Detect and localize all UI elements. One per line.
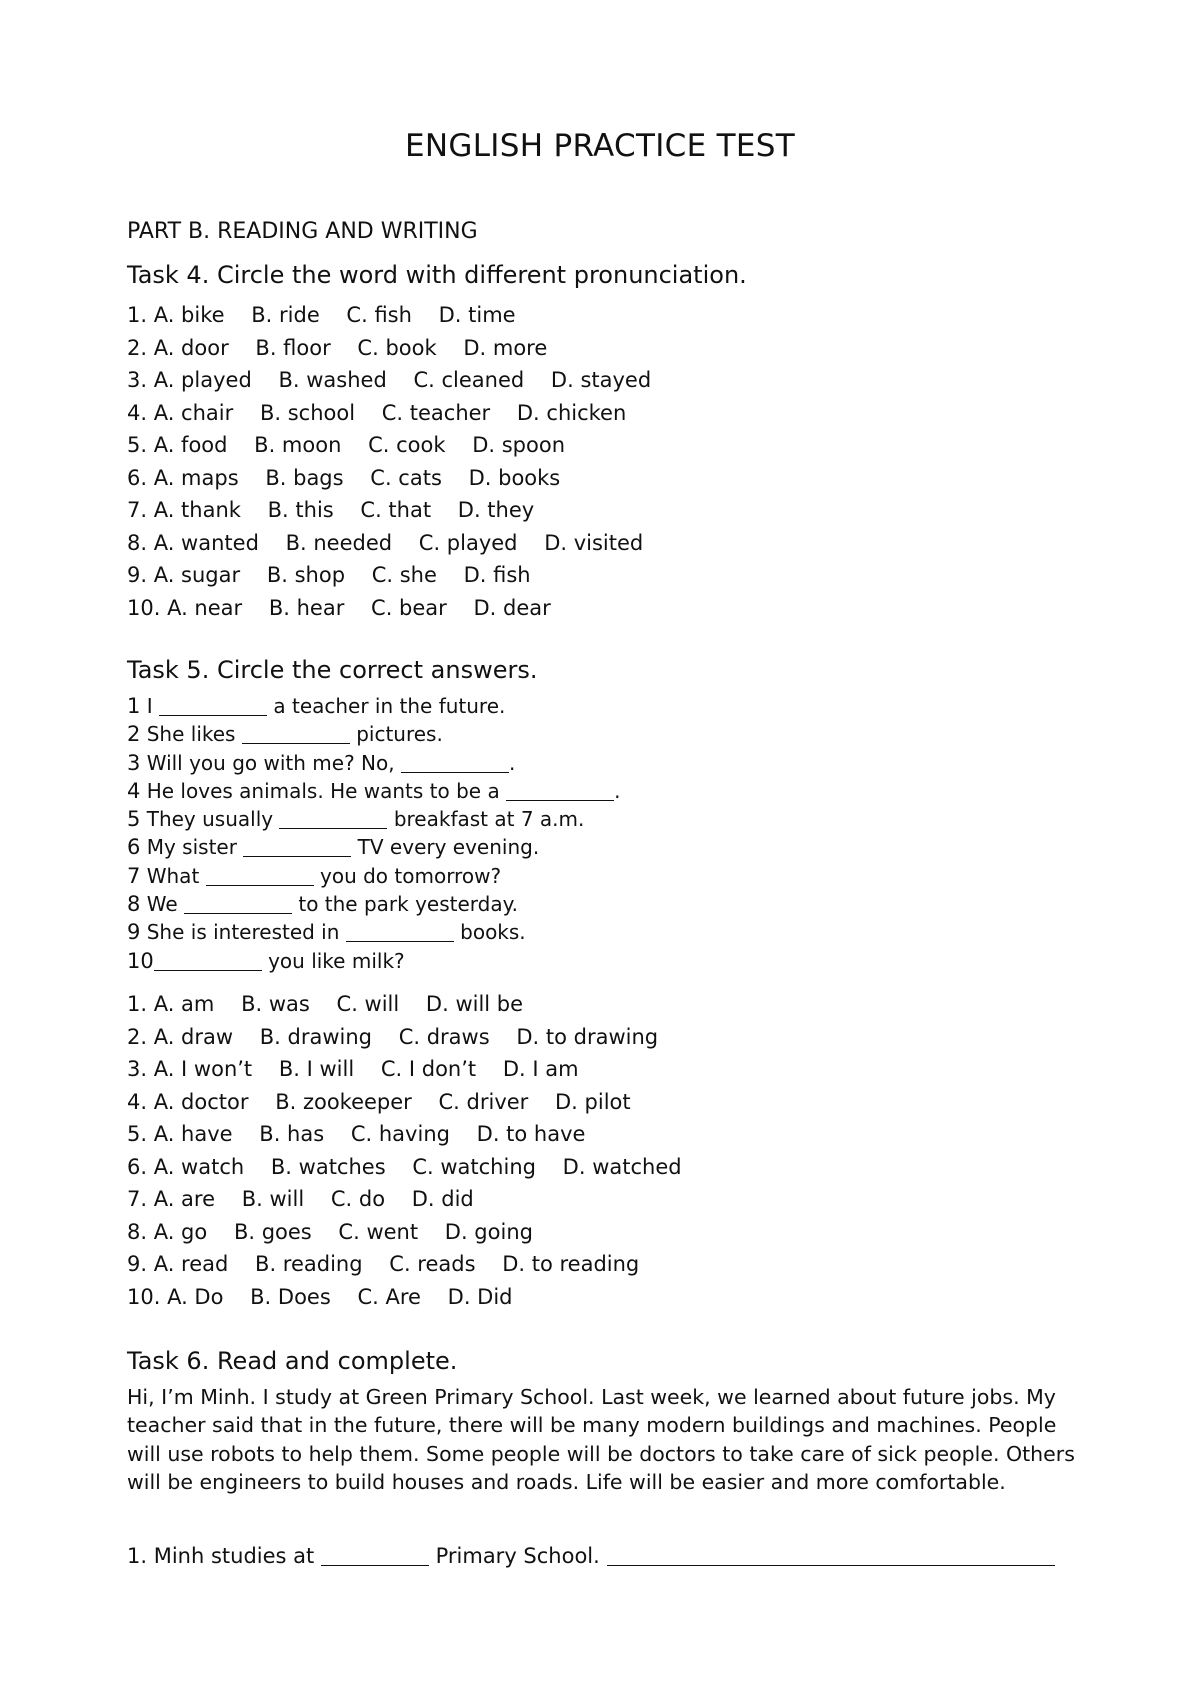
- task4-option-line: 2. A. door B. floor C. book D. more: [127, 335, 548, 360]
- task5-heading: Task 5. Circle the correct answers.: [127, 656, 538, 684]
- stem-number: 8: [127, 892, 141, 917]
- task5-option-line: 5. A. have B. has C. having D. to have: [127, 1122, 586, 1146]
- answer-blank[interactable]: [346, 921, 454, 942]
- reading-passage: Hi, I’m Minh. I study at Green Primary School. Last week, we learned about future jobs. My teacher said that in the future, there will be many modern buildings and machines. People will use robots to help them. Some people will be doctors to take care of sick people. Others will be engineers to build houses and roads. Life will be easier and more comfortable.: [127, 1385, 1075, 1495]
- task4-option-line: 3. A. played B. washed C. cleaned D. stayed: [127, 368, 652, 392]
- answer-blank[interactable]: [159, 695, 267, 716]
- stem-text-after: to the park yesterday.: [292, 892, 518, 917]
- stem-text-after: you like milk?: [261, 948, 405, 973]
- question-text-before: 1. Minh studies at: [127, 1544, 321, 1568]
- task5-stem: [127, 890, 620, 918]
- task5-option-line: 7. A. are B. will C. do D. did: [127, 1187, 474, 1211]
- stem-text-after: books.: [453, 920, 526, 945]
- stem-number: 9: [127, 920, 141, 945]
- stem-number: 7: [127, 863, 141, 888]
- task5-option-line: 6. A. watch B. watches C. watching D. watched: [127, 1154, 682, 1179]
- task5-option-line: 4. A. doctor B. zookeeper C. driver D. pilot: [127, 1089, 631, 1114]
- task4-options: [127, 299, 651, 624]
- stem-number: 1: [127, 694, 141, 718]
- question-text-after: Primary School.: [428, 1544, 607, 1568]
- task4-option-line: 1. A. bike B. ride C. fish D. time: [127, 303, 516, 327]
- answer-blank[interactable]: [242, 723, 350, 744]
- task5-option-line: 1. A. am B. was C. will D. will be: [127, 992, 524, 1016]
- stem-text-after: you do tomorrow?: [313, 863, 502, 888]
- task5-option-line: 3. A. I won’t B. I will C. I don’t D. I am: [127, 1057, 579, 1081]
- stem-text-after: .: [614, 778, 621, 803]
- task6-question-1: [127, 1540, 1067, 1572]
- task5-stem: [127, 805, 620, 833]
- answer-blank[interactable]: [206, 865, 314, 886]
- stem-text-before: Will you go with me? No,: [140, 750, 401, 775]
- task5-option-line: 9. A. read B. reading C. reads D. to reading: [127, 1252, 640, 1276]
- task5-stem: [127, 862, 620, 890]
- task4-option-line: 8. A. wanted B. needed C. played D. visited: [127, 530, 644, 555]
- task5-stem: [127, 720, 620, 748]
- stem-text-before: My sister: [140, 835, 244, 860]
- task5-stem: [127, 692, 620, 720]
- task4-option-line: 9. A. sugar B. shop C. she D. fish: [127, 563, 531, 587]
- task4-option-line: 6. A. maps B. bags C. cats D. books: [127, 465, 561, 490]
- stem-text-before: She likes: [140, 722, 242, 747]
- task5-stem: [127, 947, 620, 975]
- stem-text-before: What: [140, 863, 206, 888]
- task6-heading: Task 6. Read and complete.: [127, 1347, 458, 1375]
- task5-stem: [127, 918, 620, 946]
- stem-text-before: She is interested in: [140, 920, 346, 945]
- stem-number: 10: [127, 948, 154, 973]
- part-heading: PART B. READING AND WRITING: [127, 219, 478, 244]
- answer-blank[interactable]: [321, 1545, 429, 1566]
- answer-blank[interactable]: [154, 950, 262, 971]
- task5-option-line: 10. A. Do B. Does C. Are D. Did: [127, 1284, 513, 1309]
- stem-text-before: They usually: [140, 807, 280, 832]
- document-title: ENGLISH PRACTICE TEST: [405, 128, 795, 164]
- stem-text-after: TV every evening.: [351, 835, 540, 860]
- stem-text-after: .: [508, 750, 516, 775]
- stem-text-after: a teacher in the future.: [267, 694, 506, 718]
- task4-heading: Task 4. Circle the word with different pronunciation.: [127, 261, 747, 289]
- task5-stem: [127, 833, 620, 861]
- answer-blank[interactable]: [243, 836, 351, 857]
- stem-text-before: We: [140, 892, 184, 917]
- stem-text-before: He loves animals. He wants to be a: [140, 778, 507, 803]
- answer-blank[interactable]: [184, 893, 292, 914]
- stem-text-after: pictures.: [349, 722, 443, 747]
- task4-option-line: 5. A. food B. moon C. cook D. spoon: [127, 433, 566, 457]
- answer-blank[interactable]: [506, 780, 614, 801]
- stem-number: 5: [127, 807, 141, 832]
- task4-option-line: 10. A. near B. hear C. bear D. dear: [127, 595, 551, 620]
- task5-option-line: 2. A. draw B. drawing C. draws D. to drawing: [127, 1024, 659, 1049]
- task5-stem: [127, 777, 620, 805]
- answer-blank[interactable]: [279, 808, 387, 829]
- task5-stems: [127, 692, 620, 975]
- answer-blank[interactable]: [401, 752, 509, 773]
- task4-option-line: 7. A. thank B. this C. that D. they: [127, 498, 535, 522]
- task5-option-line: 8. A. go B. goes C. went D. going: [127, 1219, 533, 1244]
- task4-option-line: 4. A. chair B. school C. teacher D. chicken: [127, 400, 627, 425]
- stem-text-before: I: [140, 694, 159, 718]
- task5-stem: [127, 749, 620, 777]
- stem-number: 6: [127, 835, 141, 860]
- stem-text-after: breakfast at 7 a.m.: [387, 807, 585, 832]
- task5-options: [127, 988, 682, 1313]
- answer-line[interactable]: [607, 1545, 1055, 1566]
- stem-number: 3: [127, 750, 141, 775]
- stem-number: 4: [127, 778, 141, 803]
- stem-number: 2: [127, 722, 141, 747]
